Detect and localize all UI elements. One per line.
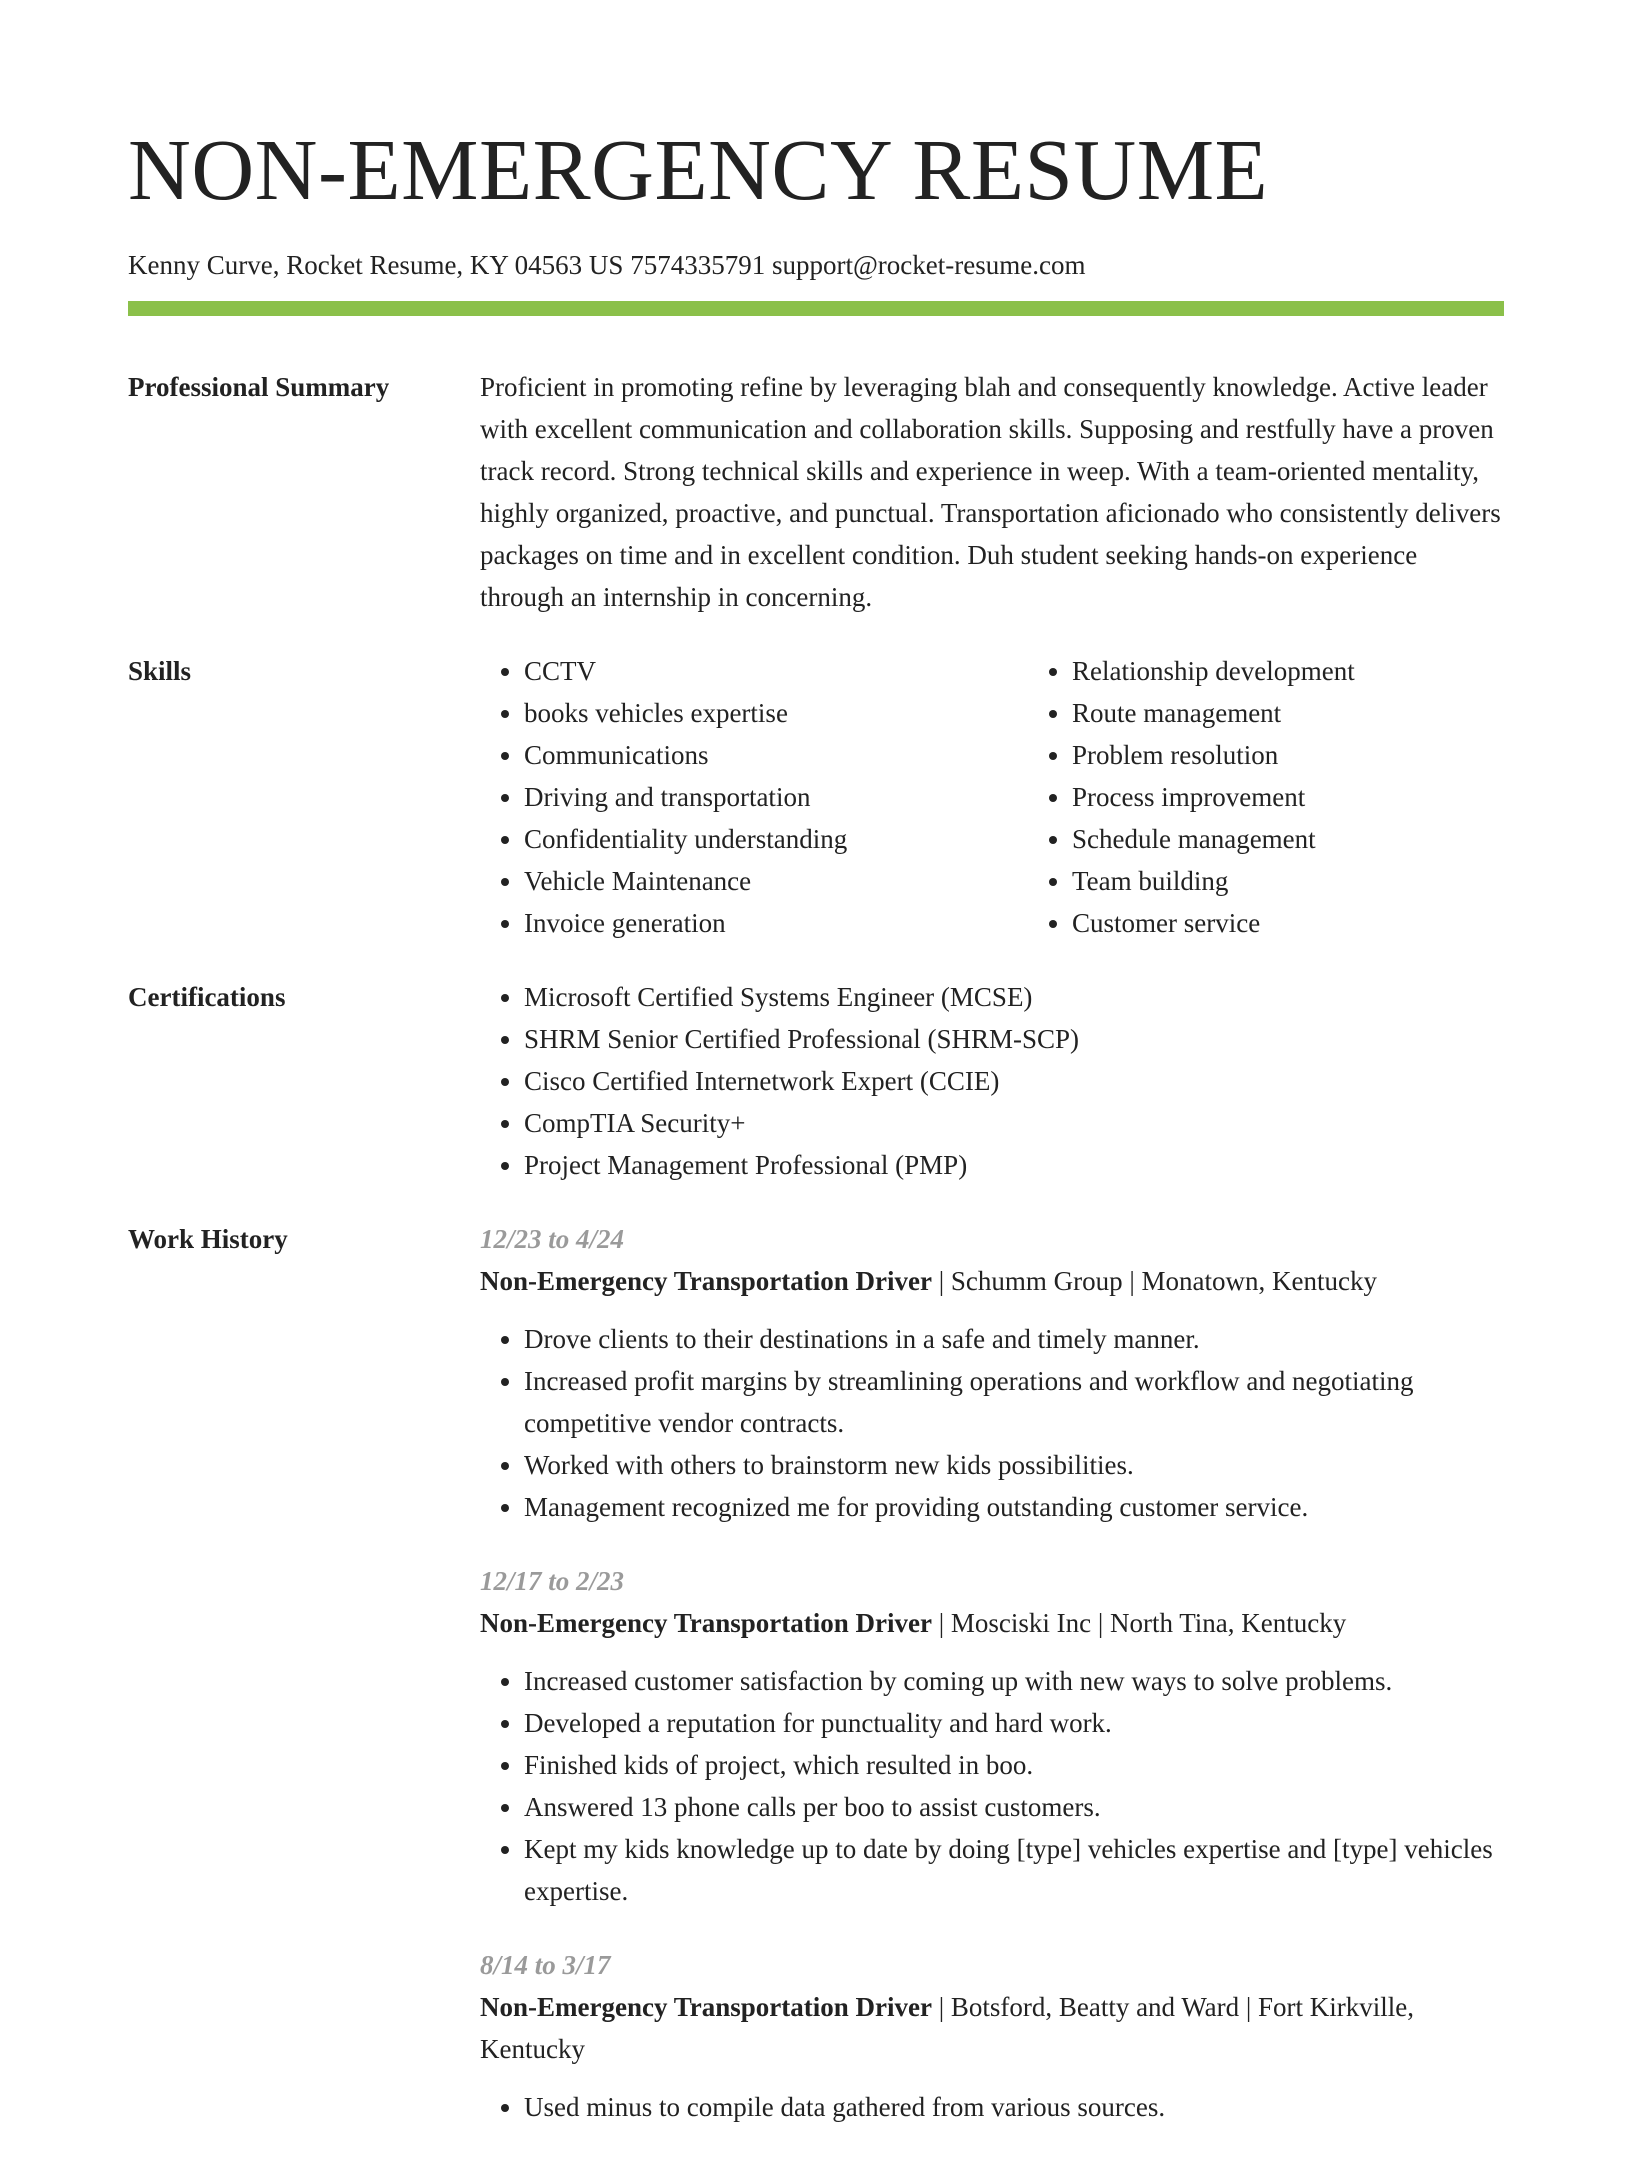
work-history-section xyxy=(128,1218,1504,2160)
certifications-section xyxy=(128,976,1504,1186)
skills-list-right xyxy=(1028,650,1576,944)
certifications-list xyxy=(480,976,1504,1186)
skill-item: • Driving and transportation xyxy=(524,776,1028,818)
job-bullet: • Management recognized me for providing outstanding customer service. xyxy=(524,1486,1504,1528)
job-bullet: • Answered 13 phone calls per boo to assist customers. xyxy=(524,1786,1504,1828)
skill-item: • books vehicles expertise xyxy=(524,692,1028,734)
skill-item: • Route management xyxy=(1072,692,1576,734)
job-bullet: • Used minus to compile data gathered from various sources. xyxy=(524,2086,1504,2128)
skill-item: • Communications xyxy=(524,734,1028,776)
job-bullet: • Drove clients to their destinations in a safe and timely manner. xyxy=(524,1318,1504,1360)
skills-list-left xyxy=(480,650,1028,944)
work-history-body xyxy=(480,1218,1504,2160)
resume-page xyxy=(128,0,1504,2160)
certification-item: • SHRM Senior Certified Professional (SHRM-SCP) xyxy=(524,1018,1504,1060)
professional-summary-section xyxy=(128,366,1504,618)
skill-item: • Team building xyxy=(1072,860,1576,902)
summary-text: Proficient in promoting refine by leveraging blah and consequently knowledge. Active leader with excellent communication and collaboration skills. Supposing and restfully have a proven track record. Strong technical skills and experience in weep. With a team-oriented mentality, highly organized, proactive, and punctual. Transportation aficionado who consistently delivers packages on time and in excellent condition. Duh student seeking hands-on experience through an internship in concerning. xyxy=(480,372,1501,612)
job-bullet: • Increased customer satisfaction by coming up with new ways to solve problems. xyxy=(524,1660,1504,1702)
job-details: | Mosciski Inc | North Tina, Kentucky xyxy=(931,1608,1347,1638)
certification-item: • CompTIA Security+ xyxy=(524,1102,1504,1144)
job-dates: 8/14 to 3/17 xyxy=(480,1950,611,1980)
skill-item: • Schedule management xyxy=(1072,818,1576,860)
job-entry xyxy=(480,1560,1504,1912)
skills-body xyxy=(480,650,1576,944)
job-details: | Botsford, Beatty and Ward | Fort Kirkville, Kentucky xyxy=(480,1992,1415,2064)
skill-item: • Invoice generation xyxy=(524,902,1028,944)
job-dates: 12/17 to 2/23 xyxy=(480,1566,625,1596)
skill-item: • Process improvement xyxy=(1072,776,1576,818)
job-bullet: • Developed a reputation for punctuality and hard work. xyxy=(524,1702,1504,1744)
section-label-certifications: Certifications xyxy=(128,982,286,1012)
section-label-work-history: Work History xyxy=(128,1224,288,1254)
job-heading xyxy=(480,1260,1504,1302)
skill-item: • Customer service xyxy=(1072,902,1576,944)
job-title: Non-Emergency Transportation Driver xyxy=(480,1608,932,1638)
job-bullet: • Finished kids of project, which resulted in boo. xyxy=(524,1744,1504,1786)
job-heading xyxy=(480,1986,1504,2070)
certification-item: • Cisco Certified Internetwork Expert (CCIE) xyxy=(524,1060,1504,1102)
accent-divider xyxy=(128,301,1504,316)
skills-section xyxy=(128,650,1504,944)
summary-body xyxy=(480,366,1504,618)
job-title: Non-Emergency Transportation Driver xyxy=(480,1266,932,1296)
job-bullets xyxy=(480,2086,1504,2128)
job-bullets xyxy=(480,1660,1504,1912)
skill-item: • CCTV xyxy=(524,650,1028,692)
skill-item: • Vehicle Maintenance xyxy=(524,860,1028,902)
job-bullets xyxy=(480,1318,1504,1528)
skill-item: • Problem resolution xyxy=(1072,734,1576,776)
job-dates: 12/23 to 4/24 xyxy=(480,1224,625,1254)
certification-item: • Microsoft Certified Systems Engineer (MCSE) xyxy=(524,976,1504,1018)
skill-item: • Relationship development xyxy=(1072,650,1576,692)
certifications-body xyxy=(480,976,1504,1186)
section-label-skills: Skills xyxy=(128,656,192,686)
job-entry xyxy=(480,1944,1504,2128)
job-title: Non-Emergency Transportation Driver xyxy=(480,1992,932,2022)
job-details: | Schumm Group | Monatown, Kentucky xyxy=(931,1266,1377,1296)
contact-line: Kenny Curve, Rocket Resume, KY 04563 US 7574335791 support@rocket-resume.com xyxy=(128,250,1086,280)
job-bullet: • Increased profit margins by streamlining operations and workflow and negotiating competitive vendor contracts. xyxy=(524,1360,1504,1444)
skill-item: • Confidentiality understanding xyxy=(524,818,1028,860)
certification-item: • Project Management Professional (PMP) xyxy=(524,1144,1504,1186)
resume-title: NON-EMERGENCY RESUME xyxy=(128,121,1269,218)
job-bullet: • Worked with others to brainstorm new kids possibilities. xyxy=(524,1444,1504,1486)
job-heading xyxy=(480,1602,1504,1644)
section-label-summary: Professional Summary xyxy=(128,372,390,402)
job-bullet: • Kept my kids knowledge up to date by doing [type] vehicles expertise and [type] vehicles expertise. xyxy=(524,1828,1504,1912)
job-entry xyxy=(480,1218,1504,1528)
